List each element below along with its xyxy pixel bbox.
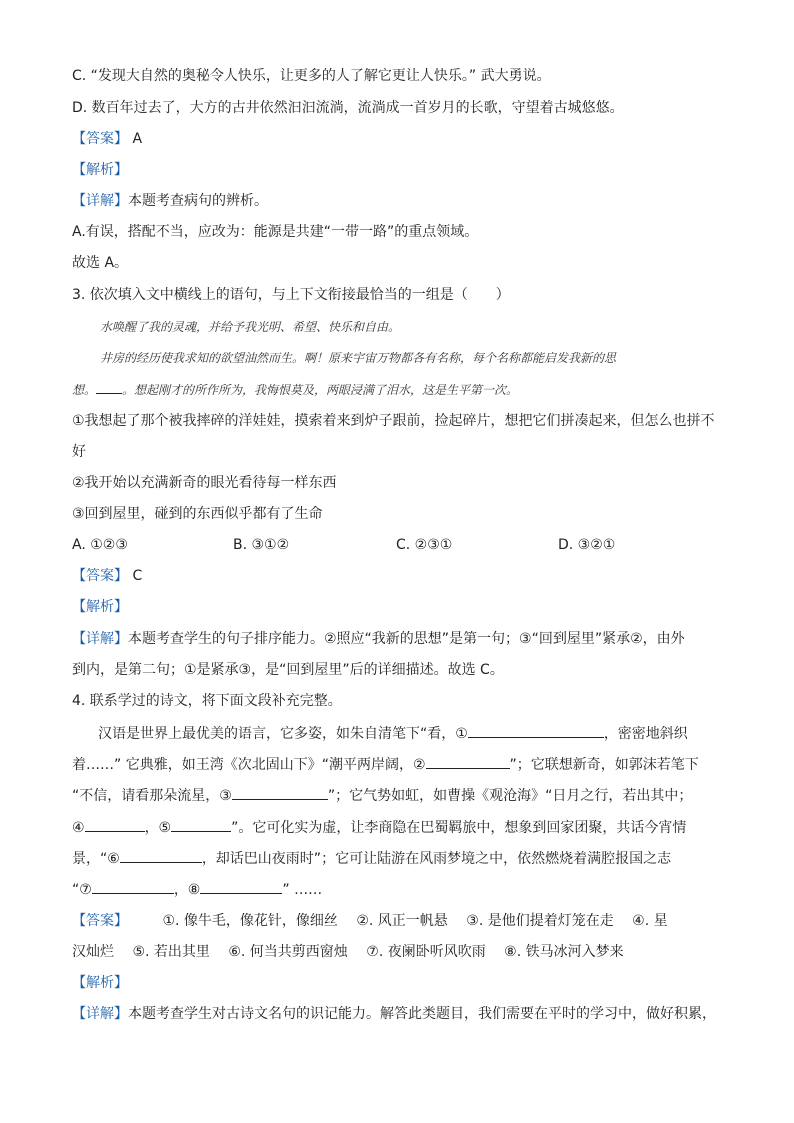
question-3: 3. 依次填入文中横线上的语句，与上下文衔接最恰当的一组是（ ） bbox=[72, 287, 510, 303]
option-c: C. ②③① bbox=[396, 537, 453, 553]
fill-blank bbox=[96, 379, 122, 394]
passage-line-3 bbox=[72, 785, 692, 806]
blank-2 bbox=[426, 754, 510, 769]
passage-text: ”；它气势如虹，如曹操《观沧海》“日月之行，若出其中； bbox=[327, 788, 693, 804]
blank-8 bbox=[200, 879, 282, 894]
detail-3b: 到内，是第二句；①是紧承③，是“回到屋里”后的详细描述。故选 C。 bbox=[72, 662, 504, 678]
passage-text: 汉语是世界上最优美的语言，它多姿，如朱自清笔下“看，① bbox=[98, 726, 468, 742]
choose-line-2: 故选 A。 bbox=[72, 255, 129, 271]
blank-6 bbox=[120, 848, 202, 863]
answer-item: ⑦. 夜阑卧听风吹雨 bbox=[366, 944, 486, 960]
passage-line-1 bbox=[98, 723, 688, 744]
detail-text: 本题考查学生的句子排序能力。②照应“我新的思想”是第一句；③“回到屋里”紧承②，由外 bbox=[128, 631, 685, 647]
detail-tag: 【详解】 bbox=[72, 631, 128, 647]
passage-text: ，密密地斜织 bbox=[603, 726, 688, 742]
answer-value: A bbox=[132, 131, 143, 147]
answer-item: ③. 是他们提着灯笼在走 bbox=[466, 913, 614, 929]
blank-5 bbox=[171, 817, 231, 832]
answer-item: ④. 星 bbox=[632, 913, 668, 929]
passage-text: ”；它联想新奇，如郭沫若笔下 bbox=[509, 757, 699, 773]
answer-item: ⑧. 铁马冰河入梦来 bbox=[504, 944, 624, 960]
detail-text: 本题考查学生对古诗文名句的识记能力。解答此类题目，我们需要在平时的学习中，做好积累， bbox=[128, 1006, 716, 1022]
answer-4-line-2 bbox=[72, 942, 624, 962]
answer-item: 汉灿烂 bbox=[72, 944, 114, 960]
option-a-error: A.有误，搭配不当，应改为：能源是共建“一带一路”的重点领域。 bbox=[72, 224, 479, 240]
passage-text: ④ bbox=[72, 820, 85, 836]
blank-1 bbox=[468, 723, 604, 738]
analysis-tag-4: 【解析】 bbox=[72, 975, 128, 991]
quote-line-1: 水唤醒了我的灵魂，并给予我光明、希望、快乐和自由。 bbox=[100, 320, 401, 334]
answer-value: C bbox=[132, 568, 143, 584]
option-a: A. ①②③ bbox=[72, 537, 128, 553]
detail-4 bbox=[72, 1004, 716, 1024]
answer-tag: 【答案】 bbox=[72, 913, 128, 929]
answer-4-line-1 bbox=[72, 911, 668, 931]
option-d-line: D. 数百年过去了，大方的古井依然汩汩流淌，流淌成一首岁月的长歌，守望着古城悠悠。 bbox=[72, 100, 624, 116]
passage-line-2 bbox=[72, 754, 699, 775]
option-d: D. ③②① bbox=[558, 537, 616, 553]
detail-text: 本题考查病句的辨析。 bbox=[128, 193, 268, 209]
passage-text: “⑦ bbox=[72, 882, 92, 898]
option-c-line: C. “发现大自然的奥秘令人快乐，让更多的人了解它更让人快乐。” 武大勇说。 bbox=[72, 68, 551, 84]
detail-tag: 【详解】 bbox=[72, 1006, 128, 1022]
blank-4 bbox=[85, 817, 145, 832]
option-b: B. ③①② bbox=[233, 537, 290, 553]
answer-tag: 【答案】 bbox=[72, 131, 128, 147]
passage-text: ” …… bbox=[282, 882, 323, 898]
sentence-1b: 好 bbox=[72, 444, 86, 460]
passage-text: ，⑤ bbox=[144, 820, 172, 836]
answer-item: ⑤. 若出其里 bbox=[132, 944, 210, 960]
answer-tag: 【答案】 bbox=[72, 568, 128, 584]
quote-line-2: 井房的经历使我求知的欲望油然而生。啊！原来宇宙万物都各有名称，每个名称都能启发我新的思 bbox=[100, 351, 617, 365]
answer-3 bbox=[72, 566, 142, 586]
detail-tag: 【详解】 bbox=[72, 193, 128, 209]
quote-line-3b: 。想起刚才的所作所为，我悔恨莫及，两眼浸满了泪水，这是生平第一次。 bbox=[122, 383, 519, 397]
sentence-2: ②我开始以充满新奇的眼光看待每一样东西 bbox=[72, 475, 337, 491]
sentence-1a: ①我想起了那个被我摔碎的洋娃娃，摸索着来到炉子跟前，捡起碎片，想把它们拼凑起来，但怎么也拼不 bbox=[72, 413, 715, 429]
passage-line-4 bbox=[72, 817, 686, 838]
question-4: 4. 联系学过的诗文，将下面文段补充完整。 bbox=[72, 693, 342, 709]
sentence-3: ③回到屋里，碰到的东西似乎都有了生命 bbox=[72, 506, 323, 522]
answer-item: ②. 风正一帆悬 bbox=[356, 913, 448, 929]
passage-line-6 bbox=[72, 879, 322, 900]
detail-2 bbox=[72, 191, 268, 211]
passage-line-5 bbox=[72, 848, 671, 869]
passage-text: “不信，请看那朵流星，③ bbox=[72, 788, 232, 804]
quote-line-3a: 想。 bbox=[72, 383, 97, 397]
passage-text: ，⑧ bbox=[173, 882, 201, 898]
passage-text: ”。它可化实为虚，让李商隐在巴蜀羁旅中，想象到回家团聚，共话今宵情 bbox=[231, 820, 687, 836]
answer-item: ①. 像牛毛，像花针，像细丝 bbox=[162, 913, 338, 929]
quote-line-3 bbox=[72, 379, 518, 400]
analysis-tag-3: 【解析】 bbox=[72, 599, 128, 615]
blank-7 bbox=[92, 879, 174, 894]
analysis-tag-2: 【解析】 bbox=[72, 162, 128, 178]
answer-2 bbox=[72, 129, 142, 149]
blank-3 bbox=[232, 785, 328, 800]
passage-text: ，却话巴山夜雨时”；它可让陆游在风雨梦境之中，依然燃烧着满腔报国之志 bbox=[201, 851, 672, 867]
answer-item: ⑥. 何当共剪西窗烛 bbox=[228, 944, 348, 960]
detail-3a bbox=[72, 629, 685, 649]
passage-text: 着……” 它典雅，如王湾《次北固山下》“潮平两岸阔，② bbox=[72, 757, 426, 773]
passage-text: 景，“⑥ bbox=[72, 851, 120, 867]
